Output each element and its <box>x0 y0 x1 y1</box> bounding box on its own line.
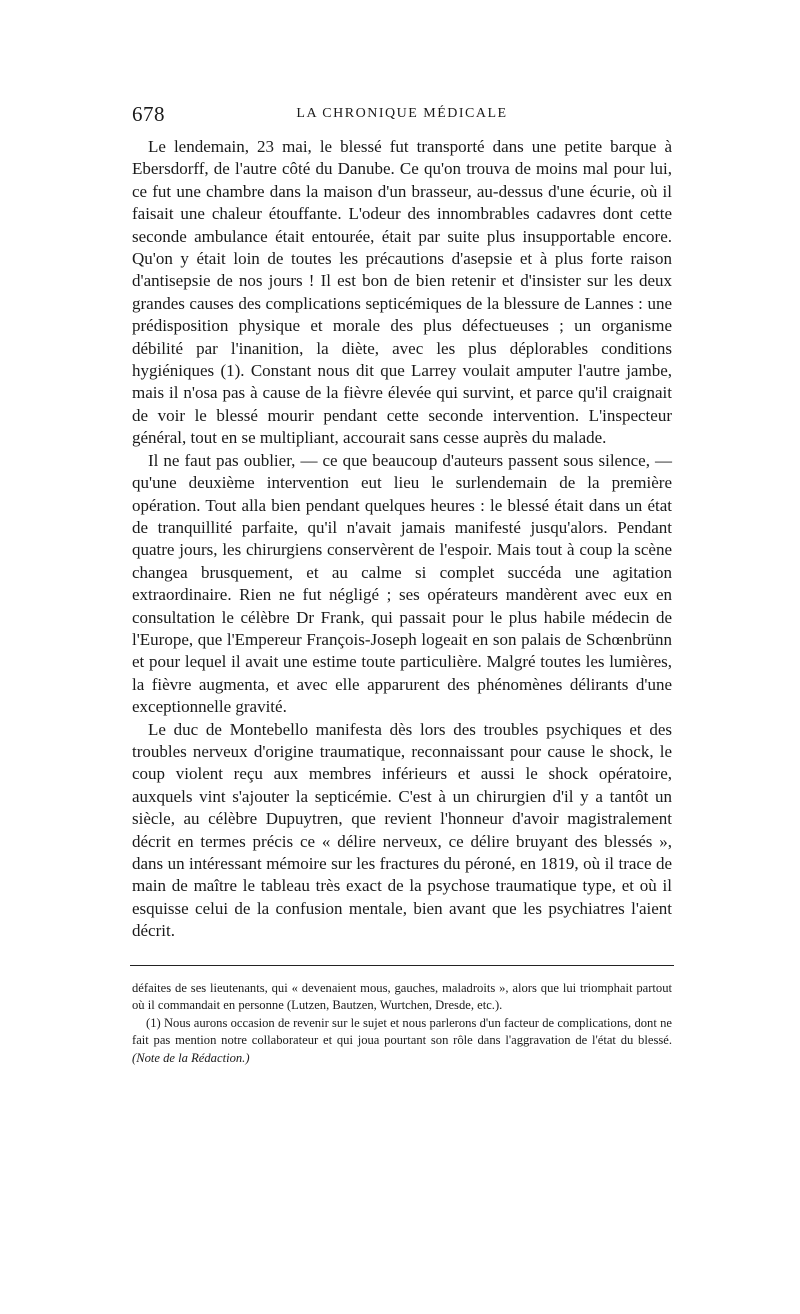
footnote-1-text: (1) Nous aurons occasion de revenir sur le sujet et nous parlerons d'un facteur de complications, dont ne fait pas mention notre collaborateur et qui joua pourtant son rôle dans l'aggravation de l'état du blessé. <box>132 1015 672 1048</box>
footnote-rule <box>130 965 674 966</box>
body-text <box>132 136 672 943</box>
page-number: 678 <box>132 102 165 126</box>
footnote-continued: défaites de ses lieutenants, qui « devenaient mous, gauches, maladroits », alors que lui triomphait partout où il commandait en personne (Lutzen, Bautzen, Wurtchen, Dresde, etc.). <box>132 980 672 1013</box>
journal-title: LA CHRONIQUE MÉDICALE <box>296 106 508 121</box>
footnotes <box>132 980 672 1068</box>
paragraph-1: Le lendemain, 23 mai, le blessé fut transporté dans une petite barque à Ebersdorff, de l'autre côté du Danube. Ce qu'on trouva de moins mal pour lui, ce fut une chambre dans la maison d'un brasseur, au-dessus d'une écurie, où il faisait une chaleur étouffante. L'odeur des innombrables cadavres dont cette seconde ambulance était entourée, était par suite plus insupportable encore. Qu'on y était loin de toutes les précautions d'asepsie et à plus forte raison d'antisepsie de nos jours ! Il est bon de bien retenir et d'insister sur les deux grandes causes des complications septicémiques de la blessure de Lannes : une prédisposition physique et morale des plus défectueuses ; un organisme débilité par l'inanition, la diète, avec les plus déplorables conditions hygiéniques (1). Constant nous dit que Larrey voulait amputer l'autre jambe, mais il n'osa pas à cause de la fièvre élevée qui survint, et parce qu'il craignait de voir le blessé mourir pendant cette seconde intervention. L'inspecteur général, tout en se multipliant, accourait sans cesse auprès du malade. <box>132 137 672 448</box>
paragraph-2: Il ne faut pas oublier, — ce que beaucoup d'auteurs passent sous silence, — qu'une deuxième intervention eut lieu le surlendemain de la première opération. Tout alla bien pendant quelques heures : le blessé était dans un état de tranquillité parfaite, qu'il n'avait jamais manifesté jusqu'alors. Pendant quatre jours, les chirurgiens conservèrent de l'espoir. Mais tout à coup la scène changea brusquement, et au calme si complet succéda une agitation extraordinaire. Rien ne fut négligé ; ses opérateurs mandèrent avec eux en consultation le célèbre Dr Frank, qui passait pour le plus habile médecin de l'Europe, que l'Empereur François-Joseph logeait en son palais de Schœnbrünn et pour lequel il avait une estime toute particulière. Malgré toutes les lumières, la fièvre augmenta, et avec elle apparurent des phénomènes délirants d'une exceptionnelle gravité. <box>132 450 672 717</box>
running-head <box>132 100 672 130</box>
footnote-1-editor-note: (Note de la Rédaction.) <box>132 1051 250 1065</box>
paragraph-3: Le duc de Montebello manifesta dès lors des troubles psychiques et des troubles nerveux d'origine traumatique, reconnaissant pour cause le shock, le coup violent reçu aux membres inférieurs et aussi le shock opératoire, auxquels vint s'ajouter la septicémie. C'est à un chirurgien d'il y a tantôt un siècle, au célèbre Dupuytren, que revient l'honneur d'avoir magistralement décrit en termes précis ce « délire nerveux, ce délire bruyant des blessés », dans un intéressant mémoire sur les fractures du péroné, en 1819, où il trace de main de maître le tableau très exact de la psychose traumatique type, et où il esquisse celui de la confusion mentale, bien avant que les psychiatres l'aient décrit. <box>132 719 672 941</box>
page <box>132 100 672 1068</box>
footnote-1 <box>132 1015 672 1068</box>
